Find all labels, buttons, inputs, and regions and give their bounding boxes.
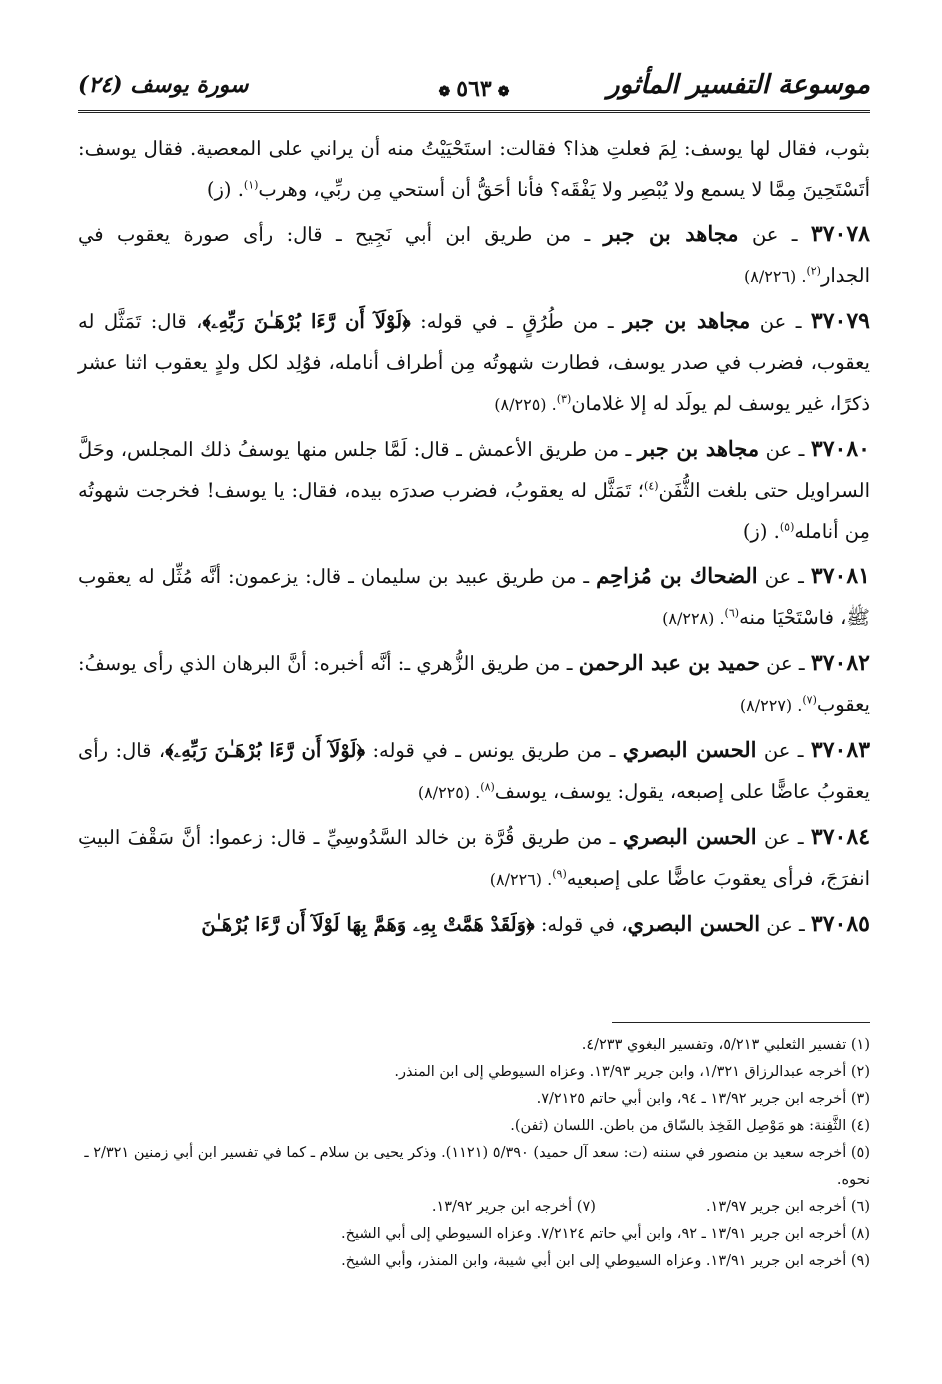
footnote-row [78, 1194, 870, 1221]
text: ، قال: رأى يعقوبُ عاضًّا على إصبعه، يقول: يوسف، يوسف [78, 739, 870, 803]
volume-reference: . (٨/٢٢٦) [744, 267, 807, 286]
volume-reference: . (٨/٢٢٦) [489, 870, 553, 889]
page-header [78, 62, 870, 113]
footnote-9: (٩) أخرجه ابن جرير ١٣/٩١. وعزاه السيوطي إلى ابن أبي شيبة، وابن المنذر، وأبي الشيخ. [341, 1253, 870, 1269]
narration-number: ٣٧٠٨٢ [810, 650, 870, 676]
ornament-icon: ❁ [497, 84, 510, 100]
narrator-name: الضحاك بن مُزاحِم [596, 563, 758, 588]
narration-37078 [78, 213, 870, 297]
text: ـ عن [738, 223, 811, 246]
text: بثوب، فقال لها يوسف: لِمَ فعلتِ هذا؟ فقالت: استَحْيَيْتُ منه أن يراني على المعصية. فقال يوسف: أتَسْتَحِينَ مِمَّا لا يسمع ولا يُبْصِر ولا يَفْقَه؟ فأنا أحَقُّ أن أستحي مِن ربِّي، وهرب [78, 137, 870, 201]
footnotes [78, 1032, 870, 1275]
footnote-marker: (٩) [552, 867, 567, 881]
text: ـ من طريق الأعمش ـ قال: لَمَّا جلس منها يوسفُ ذلك المجلس، وحَلَّ السراويل حتى بلغت الثُّفَن [78, 438, 870, 502]
sura-label: سورة يوسف (٢٤) [78, 72, 249, 98]
footnote-marker: (٨) [480, 780, 495, 794]
text: ، قال: تَمَثَّل له يعقوب، فضرب في صدر يوسف، فطارت شهوتُه مِن أطراف أنامله، فوُلِد لكل ولدٍ يعقوب اثنا عشر ذكرًا، غير يوسف لم يولَد له إلا غلامان [78, 310, 870, 415]
footnote-1: (١) تفسير الثعلبي ٥/٢١٣، وتفسير البغوي ٤/٢٣٣. [581, 1037, 870, 1053]
narration-number: ٣٧٠٨٣ [810, 737, 871, 763]
text: . (ز) [206, 178, 244, 201]
page-number-block [433, 76, 516, 102]
footnote-marker: (٥) [779, 520, 795, 534]
quran-verse: ﴿لَوْلَآ أَن رَّءَا بُرْهَـٰنَ رَبِّهِۦ﴾ [165, 739, 366, 762]
volume-reference: . (٨/٢٢٨) [662, 609, 725, 628]
footnote-6: (٦) أخرجه ابن جرير ١٣/٩٧. [705, 1199, 870, 1215]
footnote-8: (٨) أخرجه ابن جرير ١٣/٩١ ـ ٩٢، وابن أبي حاتم ٧/٢١٢٤. وعزاه السيوطي إلى أبي الشيخ. [341, 1226, 870, 1242]
text: ـ من طريق عبيد بن سليمان ـ قال: يزعمون: أنَّه مُثِّل له يعقوب ﷺ، فاسْتَحْيَا منه [78, 565, 870, 629]
narrator-name: مجاهد بن جبر [623, 308, 751, 333]
text: ـ عن [750, 310, 811, 333]
footnote-marker: (٤) [644, 479, 659, 493]
footnote-7: (٧) أخرجه ابن جرير ١٣/٩٢. [431, 1199, 596, 1215]
page-number: ٥٦٣ [456, 76, 492, 102]
paragraph [78, 128, 870, 210]
quran-verse: ﴿وَلَقَدْ هَمَّتْ بِهِۦ وَهَمَّ بِهَا لَوْلَآ أَن رَّءَا بُرْهَـٰنَ [201, 913, 535, 936]
footnote-marker: (٣) [556, 392, 572, 406]
footnote-marker: (٢) [806, 264, 821, 278]
text: ـ عن [757, 565, 811, 588]
text: ـ عن [759, 652, 811, 675]
text: ، في قوله: [534, 913, 628, 936]
narration-37081 [78, 555, 870, 639]
text: ـ من طريق يونس ـ في قوله: [365, 739, 623, 762]
narrator-name: مجاهد بن جبر [637, 436, 760, 461]
footnote-divider [612, 1022, 870, 1023]
text: ؛ تَمَثَّل له يعقوبُ، فضرب صدرَه بيده، فقال: يا يوسف! فخرجت شهوتُه مِن أنامله [78, 479, 870, 543]
narration-37079 [78, 300, 870, 425]
text: ـ من طريق الزُّهري ـ: أنَّه أخبره: أنَّ البرهان الذي رأى يوسفُ: يعقوب [78, 652, 870, 716]
main-text [78, 128, 870, 948]
narration-number: ٣٧٠٨٤ [810, 824, 871, 850]
text: ـ عن [760, 913, 811, 936]
narration-37084 [78, 816, 870, 900]
footnote-marker: (١) [243, 178, 259, 192]
volume-reference: . (٨/٢٢٥) [417, 783, 481, 802]
footnote-4: (٤) الثَّفِنة: هو مَوْصِل الفَخِذ بالسّاق من باطن. اللسان (ثفن). [510, 1118, 870, 1134]
text: ـ من طريق قُرَّة بن خالد السَّدُوسِيِّ ـ قال: زعموا: أنَّ سَقْفَ البيتِ انفرَجَ، فرأى يعقوبَ عاضًّا على إصبعيه [78, 826, 870, 890]
narrator-name: الحسن البصري [627, 911, 761, 936]
text: ـ من طُرُقٍ ـ في قوله: [410, 310, 624, 333]
volume-reference: . (٨/٢٢٧) [739, 696, 803, 715]
narrator-name: مجاهد بن جبر [603, 221, 739, 246]
volume-reference: . (٨/٢٢٥) [494, 395, 557, 414]
text: ـ عن [756, 739, 811, 762]
text: ـ عن [759, 438, 811, 461]
text: ـ من طريق ابن أبي نَجِيح ـ قال: رأى صورة يعقوب في الجدار [78, 223, 870, 287]
text: . (ز) [742, 520, 780, 543]
narrator-name: حميد بن عبد الرحمن [578, 650, 760, 675]
narration-number: ٣٧٠٨٠ [810, 436, 870, 462]
footnote-marker: (٦) [724, 606, 740, 620]
narration-number: ٣٧٠٧٩ [810, 308, 870, 334]
narration-37080 [78, 428, 870, 552]
book-title: موسوعة التفسير المأثور [607, 70, 870, 100]
ornament-icon: ❁ [438, 84, 451, 100]
narration-37085 [78, 903, 870, 945]
narration-37083 [78, 729, 870, 813]
narration-number: ٣٧٠٧٨ [810, 221, 870, 247]
narration-number: ٣٧٠٨٥ [810, 911, 870, 937]
narration-37082 [78, 642, 870, 726]
quran-verse: ﴿لَوْلَآ أَن رَّءَا بُرْهَـٰنَ رَبِّهِۦ﴾ [202, 310, 411, 333]
narrator-name: الحسن البصري [622, 824, 757, 849]
footnote-marker: (٧) [802, 693, 817, 707]
text: ـ عن [756, 826, 811, 849]
footnote-5: (٥) أخرجه سعيد بن منصور في سننه (ت: سعد آل حميد) ٥/٣٩٠ (١١٢١). وذكر يحيى بن سلام ـ كما في تفسير ابن أبي زمنين ٢/٣٢١ ـ نحوه. [84, 1145, 870, 1188]
footnote-2: (٢) أخرجه عبدالرزاق ١/٣٢١، وابن جرير ١٣/٩٣. وعزاه السيوطي إلى ابن المنذر. [394, 1064, 870, 1080]
narration-number: ٣٧٠٨١ [810, 563, 870, 589]
footnote-3: (٣) أخرجه ابن جرير ١٣/٩٢ ـ ٩٤، وابن أبي حاتم ٧/٢١٢٥. [536, 1091, 870, 1107]
narrator-name: الحسن البصري [622, 737, 757, 762]
